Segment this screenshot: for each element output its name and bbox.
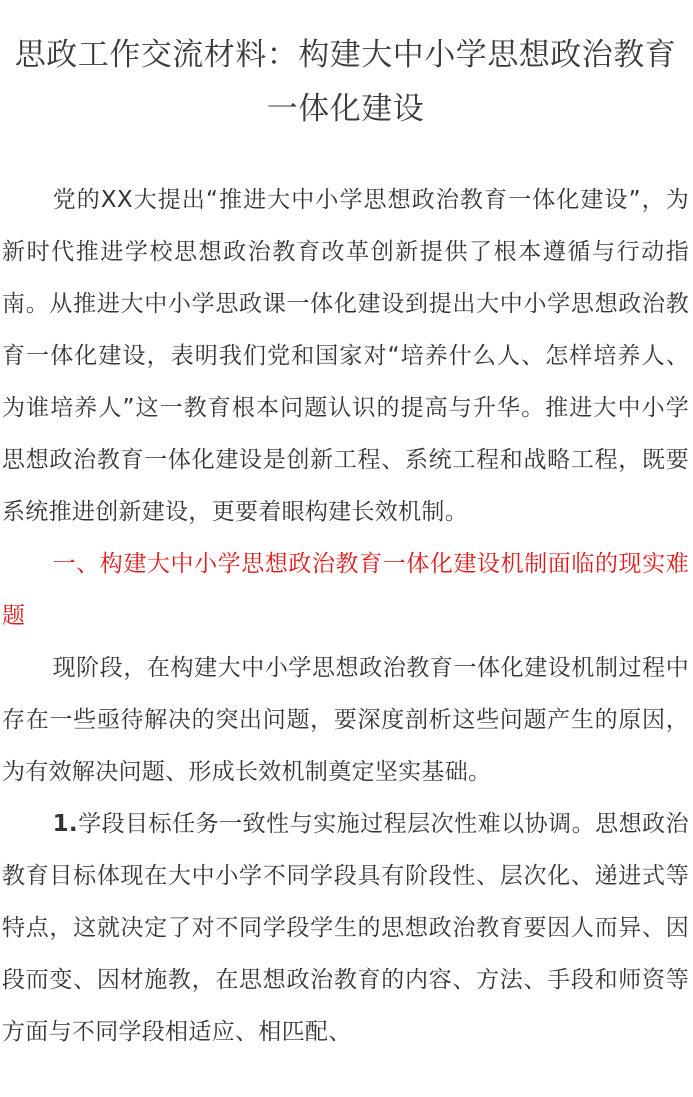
point-1-number: 1. — [52, 811, 78, 837]
point-1-text: 学段目标任务一致性与实施过程层次性难以协调。思想政治教育目标体现在大中小学不同学段具有阶段性、层次化、递进式等特点，这就决定了对不同学段学生的思想政治教育要因人而异、因段而变、因材施教，在思想政治教育的内容、方法、手段和师资等方面与不同学段相适应、相匹配、 — [2, 811, 689, 1045]
section-intro-paragraph: 现阶段，在构建大中小学思想政治教育一体化建设机制过程中存在一些亟待解决的突出问题，要深度剖析这些问题产生的原因，为有效解决问题、形成长效机制奠定坚实基础。 — [2, 655, 689, 785]
intro-paragraph: 党的XX大提出“推进大中小学思想政治教育一体化建设”，为新时代推进学校思想政治教育改革创新提供了根本遵循与行动指南。从推进大中小学思政课一体化建设到提出大中小学思想政治教育一体化建设，表明我们党和国家对“培养什么人、怎样培养人、为谁培养人”这一教育根本问题认识的提高与升华。推进大中小学思想政治教育一体化建设是创新工程、系统工程和战略工程，既要系统推进创新建设，更要着眼构建长效机制。 — [2, 187, 689, 525]
article-title: 思政工作交流材料：构建大中小学思想政治教育一体化建设 — [14, 37, 677, 127]
section-heading: 一、构建大中小学思想政治教育一体化建设机制面临的现实难题 — [2, 551, 689, 629]
point-1-paragraph — [2, 798, 689, 1058]
